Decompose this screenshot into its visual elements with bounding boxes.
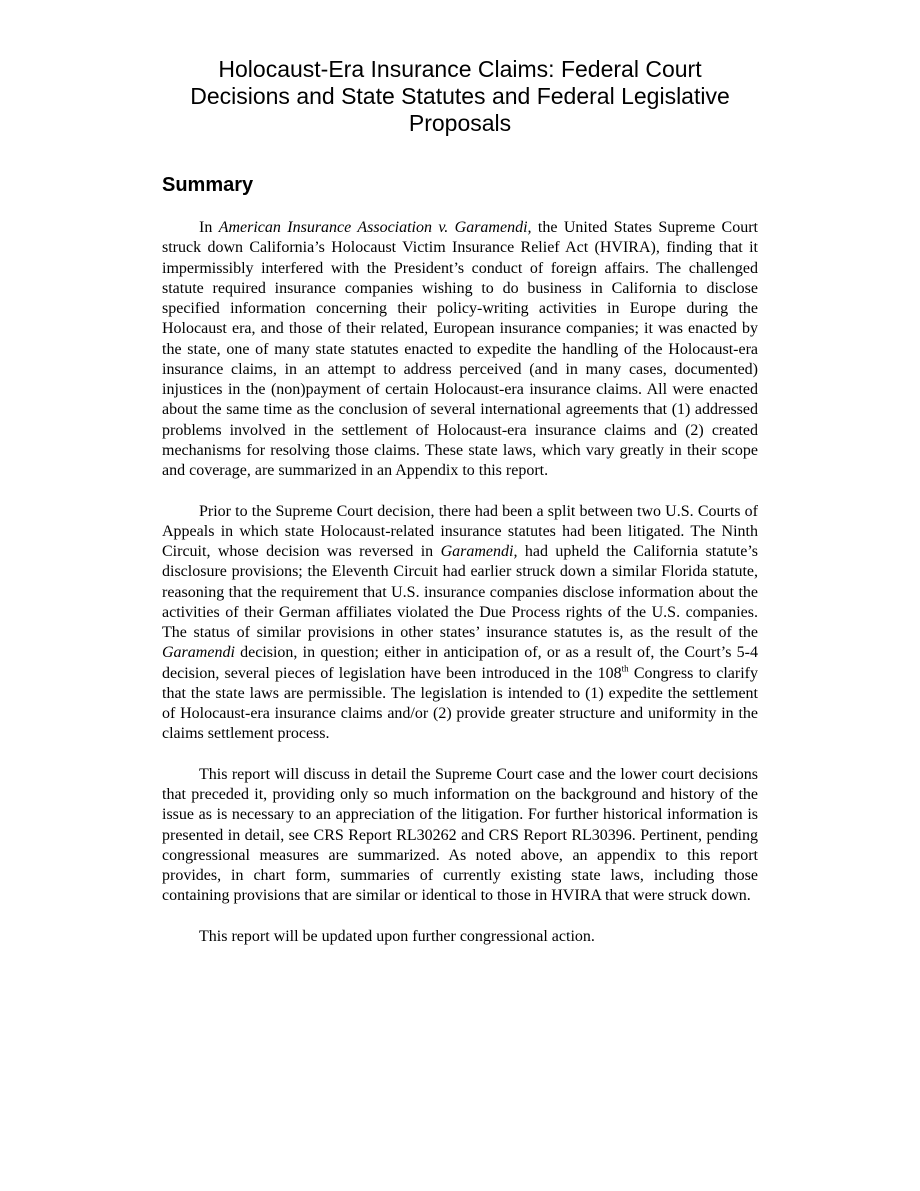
document-page: [162, 56, 759, 945]
ordinal-superscript: th: [621, 663, 629, 674]
document-title: [162, 56, 758, 137]
case-name-italic: Garamendi,: [440, 543, 518, 560]
case-name-italic: Garamendi: [162, 644, 235, 662]
summary-heading: Summary: [162, 174, 254, 196]
summary-paragraph-1: [162, 218, 758, 481]
title-line-1: Holocaust-Era Insurance Claims: Federal Court: [218, 56, 702, 82]
p2-text-part-3: decision, in question; either in anticipation of, or as a result of, the Court’s 5-4 decision, several pieces of legislation have been introduced in the 108: [162, 644, 758, 682]
title-line-2: Decisions and State Statutes and Federal Legislative: [190, 83, 730, 109]
summary-paragraph-4: This report will be updated upon further congressional action.: [199, 927, 595, 945]
summary-paragraph-2: [162, 502, 758, 745]
p1-lead-text: In: [199, 219, 219, 236]
title-line-3: Proposals: [408, 110, 512, 136]
case-name-italic: American Insurance Association v. Garamendi,: [218, 219, 532, 236]
p2-text-part-1: Prior to the Supreme Court decision, there had been a split between two U.S. Courts of Appeals in which state Holocaust-related insurance statutes had been litigated. The Ninth Circuit, whose decision was reversed in: [162, 502, 758, 560]
p2-text-part-2: had upheld the California statute’s disclosure provisions; the Eleventh Circuit had earlier struck down a similar Florida statute, reasoning that the requirement that U.S. insurance companies disclose information about the activities of their German affiliates violated the Due Process rights of the U.S. companies. The status of similar provisions in other states’ insurance statutes is, as the result of the: [162, 543, 759, 641]
summary-body: [162, 218, 758, 947]
p2-text-part-4: Congress to clarify that the state laws are permissible. The legislation is intended to (1) expedite the settlement of Holocaust-era insurance claims and/or (2) provide greater structure and uniformity in the claims settlement process.: [162, 664, 759, 743]
summary-paragraph-3: This report will discuss in detail the Supreme Court case and the lower court decisions that preceded it, providing only so much information on the background and history of the issue as is necessary to an appreciation of the litigation. For further historical information is presented in detail, see CRS Report RL30262 and CRS Report RL30396. Pertinent, pending congressional measures are summarized. As noted above, an appendix to this report provides, in chart form, summaries of currently existing state laws, including those containing provisions that are similar or identical to those in HVIRA that were struck down.: [162, 765, 758, 905]
p1-body-text: the United States Supreme Court struck down California’s Holocaust Victim Insurance Relief Act (HVIRA), finding that it impermissibly interfered with the President’s conduct of foreign affairs. The challenged statute required insurance companies wishing to do business in California to disclose specified information concerning their policy-writing activities in Europe during the Holocaust era, and those of their related, European insurance companies; it was enacted by the state, one of many state statutes enacted to expedite the handling of the Holocaust-era insurance claims, in an attempt to address perceived (and in many cases, documented) injustices in the (non)payment of certain Holocaust-era insurance claims. All were enacted about the same time as the conclusion of several international agreements that (1) addressed problems involved in the settlement of Holocaust-era insurance claims and (2) created mechanisms for resolving those claims. These state laws, which vary greatly in their scope and coverage, are summarized in an Appendix to this report.: [162, 219, 758, 479]
